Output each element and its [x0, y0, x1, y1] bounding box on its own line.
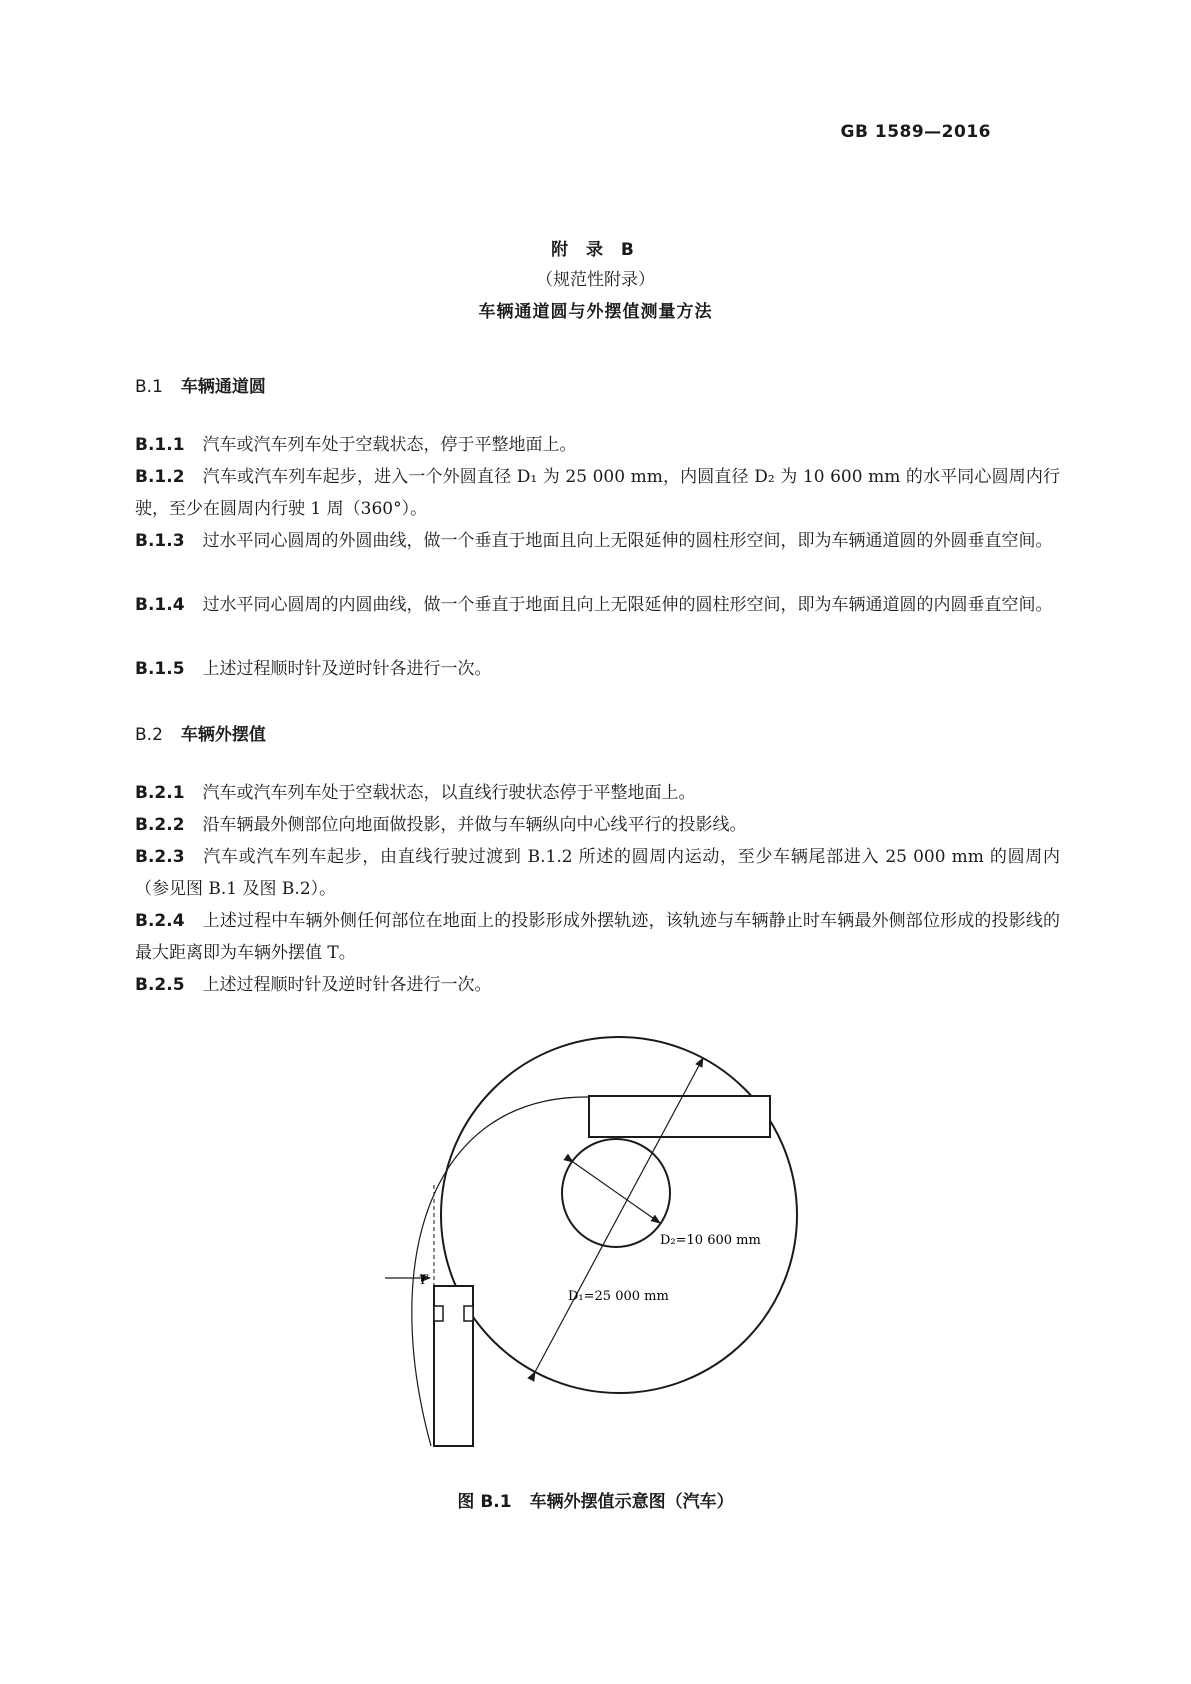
annex-title: 附 录 B — [551, 240, 640, 260]
section-title: 车辆通道圆 — [180, 377, 266, 397]
section-number: B.1 — [135, 377, 163, 397]
vehicle-mark-right — [464, 1306, 473, 1321]
vehicle-mark-left — [434, 1306, 443, 1321]
clause-text: 汽车或汽车列车起步，由直线行驶过渡到 B.1.2 所述的圆周内运动，至少车辆尾部进入 25 000 mm 的圆周内（参见图 B.1 及图 B.2）。 — [135, 847, 1060, 899]
inner-circle — [562, 1139, 670, 1247]
clause-text: 过水平同心圆周的内圆曲线，做一个垂直于地面且向上无限延伸的圆柱形空间，即为车辆通道圆的内圆垂直空间。 — [202, 595, 1053, 615]
label-d1: D₁=25 000 mm — [568, 1289, 669, 1304]
figure-title: 车辆外摆值示意图（汽车） — [529, 1492, 734, 1512]
clause-text: 沿车辆最外侧部位向地面做投影，并做与车辆纵向中心线平行的投影线。 — [202, 815, 747, 835]
clause-number: B.2.3 — [135, 847, 185, 867]
clause-number: B.2.1 — [135, 783, 185, 803]
clause-text: 上述过程顺时针及逆时针各进行一次。 — [202, 975, 492, 995]
clause-text: 上述过程顺时针及逆时针各进行一次。 — [202, 659, 492, 679]
label-t: T — [419, 1273, 428, 1288]
section-number: B.2 — [135, 725, 163, 745]
label-d2: D₂=10 600 mm — [660, 1233, 761, 1248]
annex-name: 车辆通道圆与外摆值测量方法 — [478, 302, 713, 322]
clause-number: B.1.1 — [135, 435, 185, 455]
clause-text: 汽车或汽车列车起步，进入一个外圆直径 D₁ 为 25 000 mm，内圆直径 D₂ 为 10 600 mm 的水平同心圆周内行驶，至少在圆周内行驶 1 周（360°）。 — [135, 467, 1060, 519]
clause-number: B.1.5 — [135, 659, 185, 679]
figure-number: 图 B.1 — [457, 1492, 512, 1512]
clause-number: B.2.5 — [135, 975, 185, 995]
annex-kind: （规范性附录） — [536, 270, 655, 290]
clause-number: B.2.2 — [135, 815, 185, 835]
section-title: 车辆外摆值 — [180, 725, 266, 745]
standard-number: GB 1589—2016 — [840, 122, 991, 142]
d2-diameter-arrow — [573, 1162, 660, 1223]
clause-number: B.1.3 — [135, 531, 185, 551]
figure-caption — [0, 1487, 1191, 1512]
clause-number: B.1.2 — [135, 467, 185, 487]
clause-number: B.1.4 — [135, 595, 185, 615]
clause-text: 汽车或汽车列车处于空载状态，以直线行驶状态停于平整地面上。 — [202, 783, 696, 803]
clause-text: 过水平同心圆周的外圆曲线，做一个垂直于地面且向上无限延伸的圆柱形空间，即为车辆通道圆的外圆垂直空间。 — [202, 531, 1053, 551]
clause-number: B.2.4 — [135, 911, 185, 931]
clause-text: 上述过程中车辆外侧任何部位在地面上的投影形成外摆轨迹，该轨迹与车辆静止时车辆最外侧部位形成的投影线的最大距离即为车辆外摆值 T。 — [135, 911, 1060, 963]
clause-text: 汽车或汽车列车处于空载状态，停于平整地面上。 — [202, 435, 577, 455]
